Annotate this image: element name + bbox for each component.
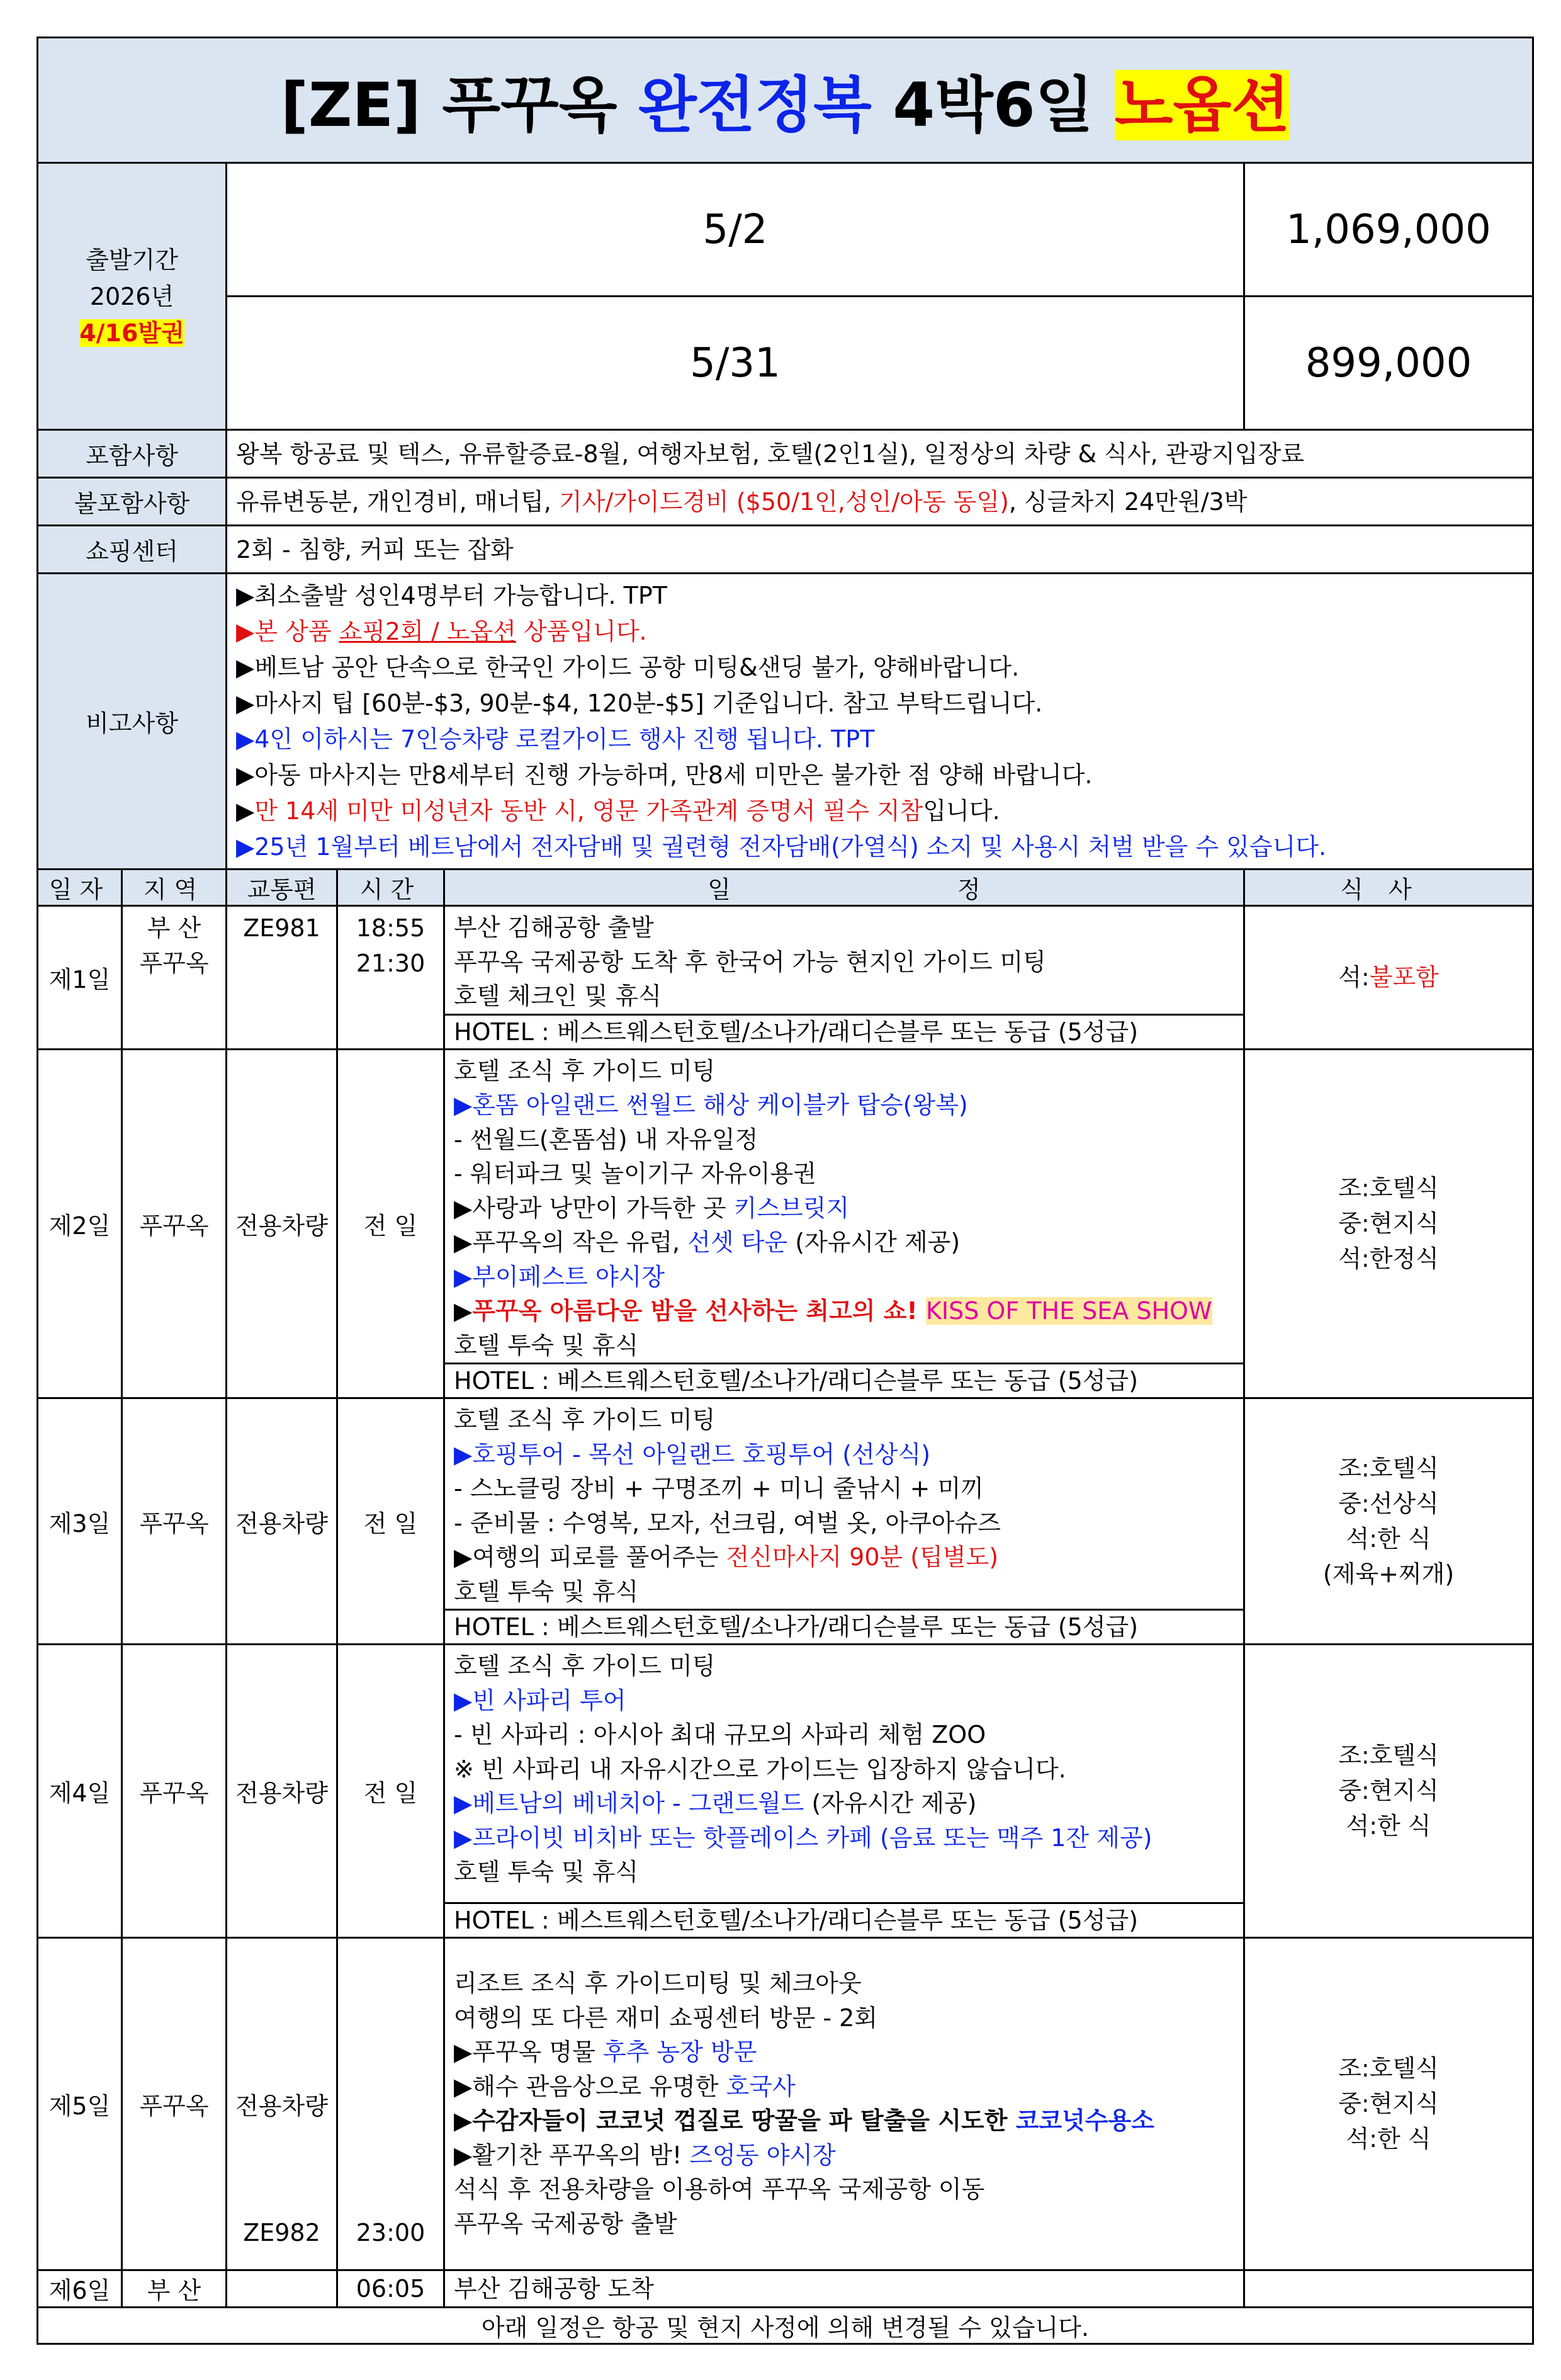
day4-line-7: 호텔 투숙 및 휴식: [454, 1858, 639, 1886]
day1-flight: ZE981: [227, 906, 337, 1050]
note-shopping-b: 쇼핑2회 / 노옵션: [339, 617, 516, 645]
day1-region-1: 부 산: [147, 914, 201, 942]
day4-meal-1: 조:호텔식: [1338, 1742, 1439, 1770]
day3-meal-2: 중:선상식: [1338, 1490, 1439, 1517]
departure-label-line2: 2026년: [89, 282, 174, 310]
day1-region-2: 푸꾸옥: [139, 949, 209, 977]
day5-meal-1: 조:호텔식: [1338, 2054, 1439, 2082]
day1-hotel: HOTEL : 베스트웨스턴호텔/소나가/래디슨블루 또는 동급 (5성급): [445, 1014, 1243, 1048]
header-schedule: 일정: [444, 870, 1244, 906]
day5-line-4a: ▶해수 관음상으로 유명한: [454, 2072, 726, 2100]
day2-transport: 전용차량: [227, 1049, 337, 1398]
day1-time: [337, 906, 444, 1050]
day4-time: 전 일: [337, 1645, 444, 1938]
day2-line-8: [454, 1294, 1234, 1329]
header-region: 지역: [122, 870, 227, 906]
day1-line-3: 호텔 체크인 및 휴식: [454, 982, 662, 1010]
title-blue: 완전정복: [638, 69, 872, 140]
day2-meal-1: 조:호텔식: [1338, 1174, 1439, 1203]
day5-line-6a: ▶활기찬 푸꾸옥의 밤!: [454, 2141, 690, 2169]
day2-line-9: 호텔 투숙 및 휴식: [454, 1331, 639, 1359]
title-prefix: [ZE] 푸꾸옥: [280, 69, 638, 140]
day4-line-5: [454, 1786, 1234, 1821]
day5-line-5a: ▶수감자들이 코코넛 껍질로 땅꿀을 파 탈출을 시도한: [454, 2107, 1016, 2134]
day5-time: 23:00: [337, 1937, 444, 2270]
day2-label: 제2일: [38, 1049, 122, 1398]
day5-line-4b: 호국사: [726, 2072, 796, 2100]
notes-label: 비고사항: [38, 574, 227, 870]
day5-line-3: [454, 2035, 1234, 2070]
note-shopping-a: ▶본 상품: [236, 617, 339, 645]
day3-time: 전 일: [337, 1398, 444, 1645]
day2-line-5a: ▶사랑과 낭만이 가득한 곳: [454, 1194, 734, 1222]
day2-line-6a: ▶푸꾸옥의 작은 유럽,: [454, 1228, 688, 1256]
departure-label: [38, 163, 227, 430]
day3-transport: 전용차량: [227, 1398, 337, 1645]
header-meal: 식사: [1244, 870, 1533, 906]
page-title: [38, 38, 1533, 163]
day1-label: 제1일: [38, 906, 122, 1050]
departure-label-line1: 출발기간: [86, 246, 178, 274]
day2-region: 푸꾸옥: [122, 1049, 227, 1398]
day5-line-6: [454, 2138, 1234, 2173]
day6-transport: [227, 2270, 337, 2307]
day5-line-5b: 코코넛수용소: [1015, 2107, 1154, 2134]
header-transport: 교통편: [227, 870, 337, 906]
day2-meal-3: 석:한정식: [1338, 1245, 1439, 1273]
day3-line-3: - 스노클링 장비 + 구명조끼 + 미니 줄낚시 + 미끼: [454, 1475, 984, 1502]
itinerary-table: [37, 37, 1534, 2345]
day4-meal-3: 석:한 식: [1346, 1812, 1431, 1840]
day5-meal-2: 중:현지식: [1338, 2090, 1439, 2117]
day5-line-7: 석식 후 전용차량을 이용하여 푸꾸옥 국제공항 이동: [454, 2175, 985, 2203]
day4-line-2: ▶빈 사파리 투어: [454, 1686, 626, 1714]
day5-line-2: 여행의 또 다른 재미 쇼핑센터 방문 - 2회: [454, 2003, 878, 2032]
day4-line-6: ▶프라이빗 비치바 또는 핫플레이스 카페 (음료 또는 맥주 1잔 제공): [454, 1823, 1152, 1852]
note-minor: [236, 793, 1523, 829]
day4-transport: 전용차량: [227, 1645, 337, 1938]
day2-hotel: HOTEL : 베스트웨스턴호텔/소나가/래디슨블루 또는 동급 (5성급): [445, 1363, 1243, 1397]
day3-line-5: [454, 1540, 1234, 1575]
day5-line-3b: 후추 농장 방문: [602, 2038, 757, 2066]
day2-line-6: [454, 1225, 1234, 1260]
day1-meal: [1244, 906, 1533, 1050]
title-mid: 4박6일: [871, 69, 1115, 140]
header-time: 시간: [337, 870, 444, 906]
day1-meal-a: 석:: [1338, 963, 1370, 992]
note-e-cigarette: ▶25년 1월부터 베트남에서 전자담배 및 궐련형 전자담배(가열식) 소지 및 사용시 처벌 받을 수 있습니다.: [236, 832, 1327, 861]
day3-region: 푸꾸옥: [122, 1398, 227, 1645]
header-day: 일자: [38, 870, 122, 906]
day3-line-6: 호텔 투숙 및 휴식: [454, 1577, 639, 1606]
day2-line-6c: (자유시간 제공): [787, 1228, 961, 1256]
day1-region: [122, 906, 227, 1050]
day4-schedule: [444, 1645, 1244, 1938]
day4-line-5b: (자유시간 제공): [804, 1789, 977, 1817]
footer-note: 아래 일정은 항공 및 현지 사정에 의해 변경될 수 있습니다.: [38, 2307, 1533, 2343]
day2-meal: [1244, 1049, 1533, 1398]
day4-label: 제4일: [38, 1645, 122, 1938]
title-highlight: 노옵션: [1114, 69, 1290, 140]
day4-line-3: - 빈 사파리 : 아시아 최대 규모의 사파리 체험 ZOO: [454, 1721, 986, 1748]
day6-meal: [1244, 2270, 1533, 2307]
note-minor-b: 만 14세 미만 미성년자 동반 시, 영문 가족관계 증명서 필수 지참: [254, 796, 923, 825]
note-shopping: [236, 614, 1523, 650]
day5-schedule: [444, 1937, 1244, 2270]
day5-region: 푸꾸옥: [122, 1937, 227, 2270]
day6-region: 부 산: [122, 2270, 227, 2307]
day5-transport-label: 전용차량: [235, 2092, 328, 2120]
shopping-text: 2회 - 침향, 커피 또는 잡화: [227, 526, 1533, 574]
day3-hotel: HOTEL : 베스트웨스턴호텔/소나가/래디슨블루 또는 동급 (5성급): [445, 1609, 1243, 1643]
day6-time: 06:05: [337, 2270, 444, 2307]
day5-line-5: [454, 2104, 1234, 2138]
day4-meal-2: 중:현지식: [1338, 1777, 1439, 1805]
day3-meal-1: 조:호텔식: [1338, 1454, 1439, 1482]
note-child-massage: ▶아동 마사지는 만8세부터 진행 가능하며, 만8세 미만은 불가한 점 양해 바랍니다.: [236, 761, 1093, 789]
day3-line-4: - 준비물 : 수영복, 모자, 선크림, 여벌 옷, 아쿠아슈즈: [454, 1509, 1001, 1537]
day3-line-2: ▶호핑투어 - 목선 아일랜드 호핑투어 (선상식): [454, 1440, 931, 1468]
day3-meal-4: (제육+찌개): [1322, 1560, 1455, 1588]
day2-line-8a: ▶: [454, 1297, 473, 1325]
note-massage-tip: ▶마사지 팁 [60분-$3, 90분-$4, 120분-$5] 기준입니다. 참고 부탁드립니다.: [236, 689, 1043, 717]
day5-meal: [1244, 1937, 1533, 2270]
day1-meal-b: 불포함: [1369, 963, 1439, 992]
day5-line-1: 리조트 조식 후 가이드미팅 및 체크아웃: [454, 1969, 862, 1997]
day4-region: 푸꾸옥: [122, 1645, 227, 1938]
price-1: 1,069,000: [1244, 163, 1533, 297]
day5-line-3a: ▶푸꾸옥 명물: [454, 2038, 603, 2066]
price-2: 899,000: [1244, 297, 1533, 430]
note-minor-a: ▶: [236, 796, 255, 825]
day3-line-5a: ▶여행의 피로를 풀어주는: [454, 1543, 726, 1571]
note-shopping-c: 상품입니다.: [516, 617, 647, 645]
day5-transport: [227, 1937, 337, 2270]
day2-line-5: [454, 1191, 1234, 1226]
day2-line-1: 호텔 조식 후 가이드 미팅: [454, 1057, 716, 1085]
day3-schedule: [444, 1398, 1244, 1645]
day1-line-1: 부산 김해공항 출발: [454, 914, 654, 941]
day3-line-5b: 전신마사지 90분 (팁별도): [726, 1543, 999, 1571]
day5-meal-3: 석:한 식: [1346, 2125, 1431, 2153]
day5-line-6b: 즈엉동 야시장: [689, 2141, 836, 2169]
day6-schedule: 부산 김해공항 도착: [444, 2270, 1244, 2307]
notes-list: [227, 574, 1533, 870]
included-label: 포함사항: [38, 430, 227, 478]
day2-schedule: [444, 1049, 1244, 1398]
included-text: 왕복 항공료 및 텍스, 유류할증료-8월, 여행자보험, 호텔(2인1실), 일정상의 차량 & 식사, 관광지입장료: [227, 430, 1533, 478]
itinerary-sheet: [37, 37, 1532, 2345]
day1-schedule: [444, 906, 1244, 1050]
excluded-text-a: 유류변동분, 개인경비, 매너팁,: [236, 487, 559, 516]
day3-label: 제3일: [38, 1398, 122, 1645]
day2-line-2: ▶혼똠 아일랜드 썬월드 해상 케이블카 탑승(왕복): [454, 1091, 968, 1119]
day3-line-1: 호텔 조식 후 가이드 미팅: [454, 1406, 716, 1434]
shopping-label: 쇼핑센터: [38, 526, 227, 574]
day5-flight: ZE982: [243, 2218, 320, 2247]
day3-meal-3: 석:한 식: [1346, 1525, 1431, 1553]
note-small-group: ▶4인 이하시는 7인승차량 로컬가이드 행사 진행 됩니다. TPT: [236, 725, 875, 753]
day2-line-8b: 푸꾸옥 아름다운 밤을 선사하는 최고의 쇼!: [472, 1297, 926, 1325]
day4-hotel: HOTEL : 베스트웨스턴호텔/소나가/래디슨블루 또는 동급 (5성급): [445, 1902, 1243, 1937]
excluded-text: [227, 478, 1533, 526]
day1-line-2: 푸꾸옥 국제공항 도착 후 한국어 가능 현지인 가이드 미팅: [454, 948, 1046, 976]
day4-line-1: 호텔 조식 후 가이드 미팅: [454, 1652, 716, 1680]
excluded-text-red: 기사/가이드경비 ($50/1인,성인/아동 동일): [558, 487, 1009, 516]
day2-meal-2: 중:현지식: [1338, 1210, 1439, 1238]
day1-time-1: 18:55: [356, 914, 425, 942]
day2-time: 전 일: [337, 1049, 444, 1398]
day2-line-3: - 썬월드(혼똠섬) 내 자유일정: [454, 1125, 758, 1153]
day5-label: 제5일: [38, 1937, 122, 2270]
day2-line-4: - 워터파크 및 놀이기구 자유이용권: [454, 1160, 816, 1187]
excluded-text-b: , 싱글차지 24만원/3박: [1008, 487, 1248, 516]
day2-line-7: ▶부이페스트 야시장: [454, 1262, 665, 1291]
day3-meal: [1244, 1398, 1533, 1645]
day1-time-2: 21:30: [356, 949, 425, 977]
note-min-participants: ▶최소출발 성인4명부터 가능합니다. TPT: [236, 581, 667, 609]
note-guide-airport: ▶베트남 공안 단속으로 한국인 가이드 공항 미팅&샌딩 불가, 양해바랍니다.: [236, 653, 1020, 681]
day4-line-5a: ▶베트남의 베네치아 - 그랜드월드: [454, 1789, 804, 1817]
day5-line-8: 푸꾸옥 국제공항 출발: [454, 2209, 677, 2238]
day5-line-4: [454, 2070, 1234, 2104]
excluded-label: 불포함사항: [38, 478, 227, 526]
departure-date-1: 5/2: [227, 163, 1244, 297]
departure-date-2: 5/31: [227, 297, 1244, 430]
ticketing-date: 4/16발권: [79, 319, 184, 347]
day4-meal: [1244, 1645, 1533, 1938]
day2-line-5b: 키스브릿지: [733, 1194, 850, 1222]
day6-label: 제6일: [38, 2270, 122, 2307]
day4-line-4: ※ 빈 사파리 내 자유시간으로 가이드는 입장하지 않습니다.: [454, 1755, 1066, 1783]
day2-line-8c: KISS OF THE SEA SHOW: [925, 1297, 1212, 1325]
note-minor-c: 입니다.: [923, 796, 1000, 825]
day2-line-6b: 선셋 타운: [687, 1228, 788, 1256]
